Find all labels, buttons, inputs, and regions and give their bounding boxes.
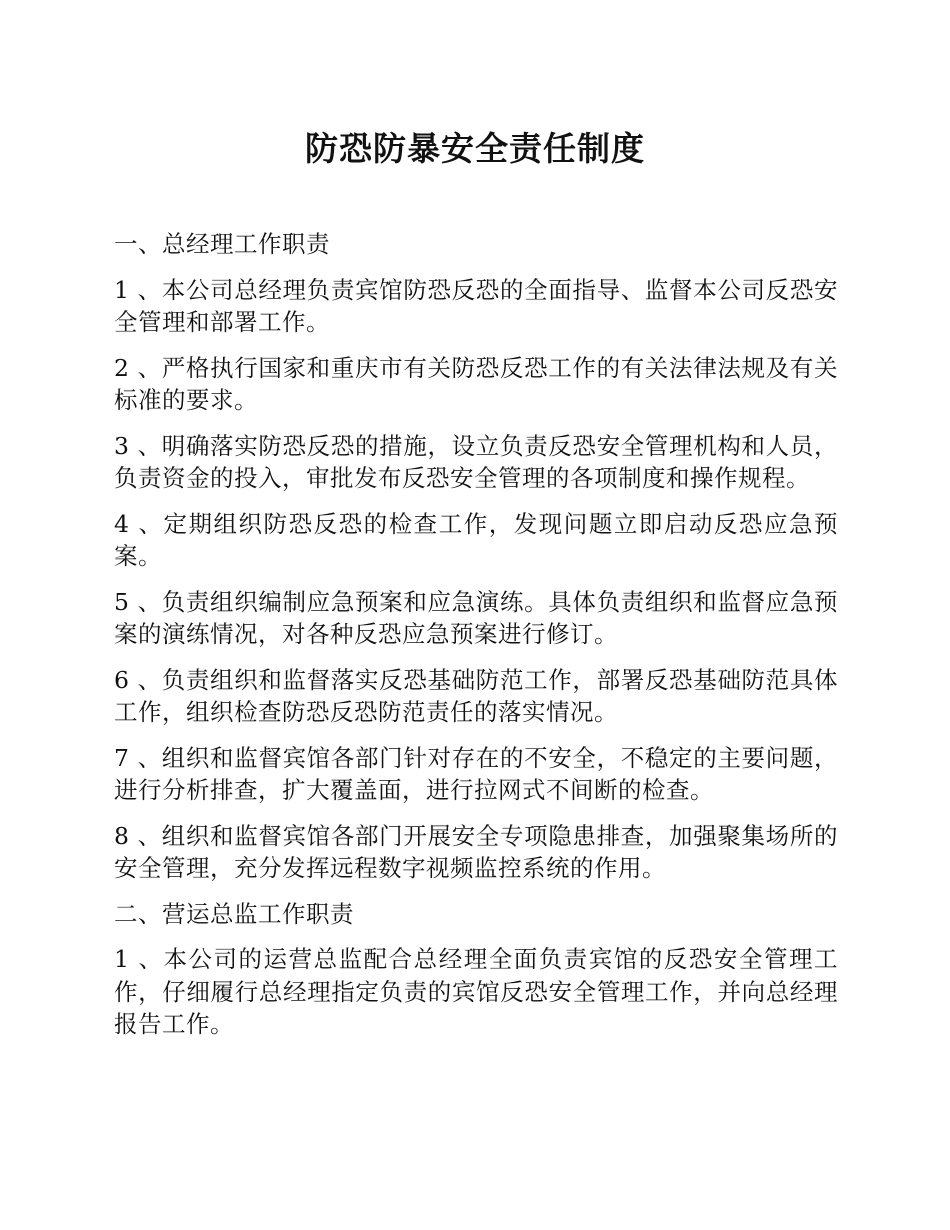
document-body bbox=[114, 228, 838, 1054]
paragraph: 1 、本公司的运营总监配合总经理全面负责宾馆的反恐安全管理工作，仔细履行总经理指定负责的宾馆反恐安全管理工作，并向总经理报告工作。 bbox=[114, 945, 838, 1038]
section-heading: 一、总经理工作职责 bbox=[114, 230, 330, 258]
paragraph: 7 、组织和监督宾馆各部门针对存在的不安全，不稳定的主要问题，进行分析排查，扩大覆盖面，进行拉网式不间断的检查。 bbox=[114, 743, 838, 804]
paragraph: 8 、组织和监督宾馆各部门开展安全专项隐患排查，加强聚集场所的安全管理，充分发挥远程数字视频监控系统的作用。 bbox=[114, 821, 838, 882]
section-heading: 二、营运总监工作职责 bbox=[114, 899, 354, 928]
paragraph: 1 、本公司总经理负责宾馆防恐反恐的全面指导、监督本公司反恐安全管理和部署工作。 bbox=[114, 275, 838, 336]
paragraph: 6 、负责组织和监督落实反恐基础防范工作，部署反恐基础防范具体工作，组织检查防恐反恐防范责任的落实情况。 bbox=[114, 665, 838, 726]
document-title: 防恐防暴安全责任制度 bbox=[305, 129, 645, 168]
paragraph: 4 、定期组织防恐反恐的检查工作，发现问题立即启动反恐应急预案。 bbox=[114, 509, 838, 570]
paragraph: 3 、明确落实防恐反恐的措施，设立负责反恐安全管理机构和人员，负责资金的投入，审批发布反恐安全管理的各项制度和操作规程。 bbox=[114, 431, 838, 492]
paragraph: 5 、负责组织编制应急预案和应急演练。具体负责组织和监督应急预案的演练情况，对各种反恐应急预案进行修订。 bbox=[114, 587, 838, 648]
paragraph: 2 、严格执行国家和重庆市有关防恐反恐工作的有关法律法规及有关标准的要求。 bbox=[114, 353, 838, 414]
